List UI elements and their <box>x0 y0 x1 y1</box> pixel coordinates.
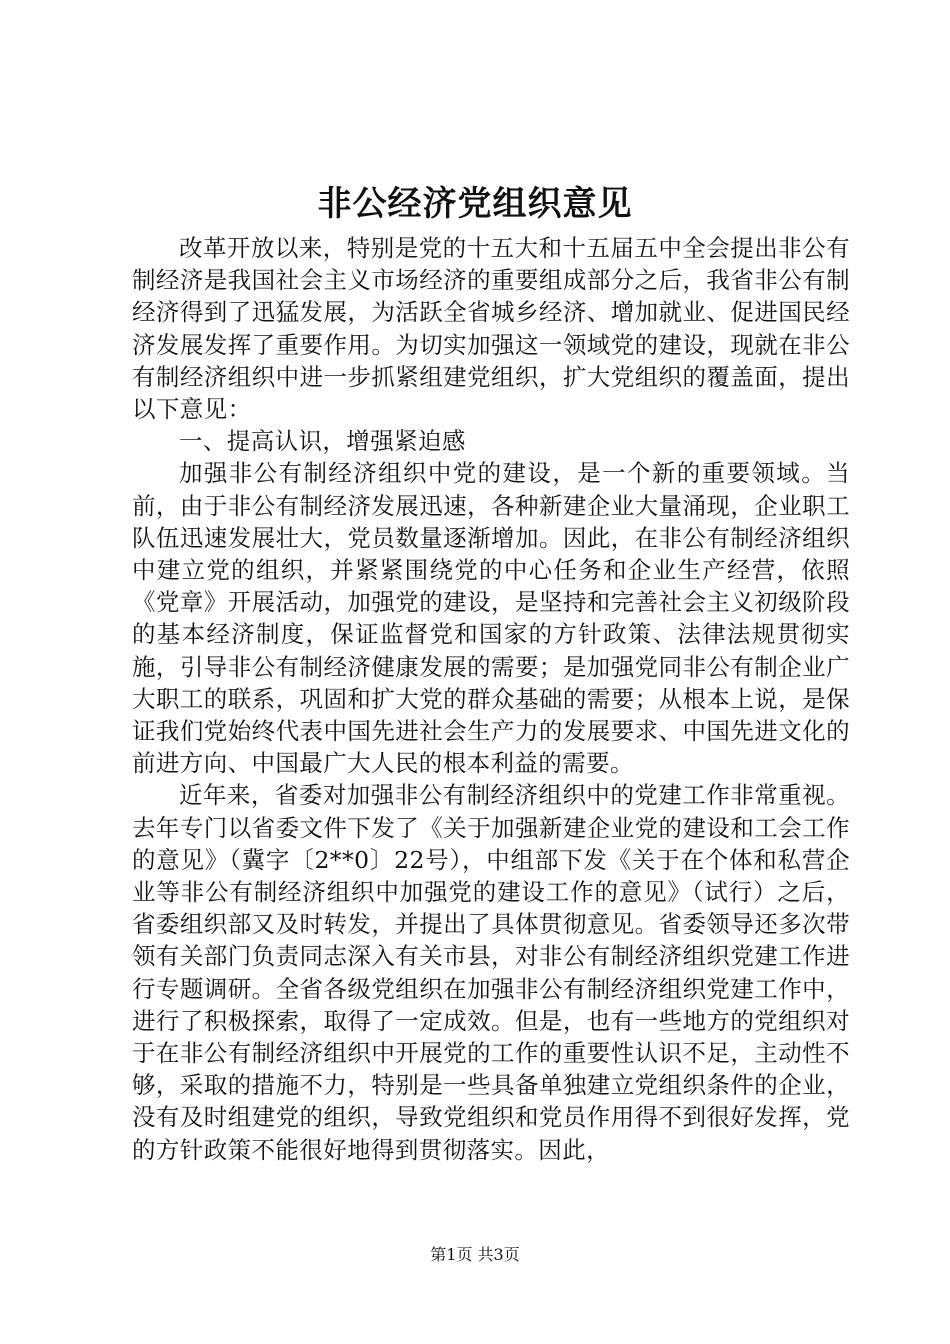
paragraph-importance: 加强非公有制经济组织中党的建设，是一个新的重要领域。当前，由于非公有制经济发展迅速，各种新建企业大量涌现，企业职工队伍迅速发展壮大，党员数量逐渐增加。因此，在非公有制经济组织中建立党的组织，并紧紧围绕党的中心任务和企业生产经营，依照《党章》开展活动，加强党的建设，是坚持和完善社会主义初级阶段的基本经济制度，保证监督党和国家的方针政策、法律法规贯彻实施，引导非公有制经济健康发展的需要；是加强党同非公有制企业广大职工的联系，巩固和扩大党的群众基础的需要；从根本上说，是保证我们党始终代表中国先进社会生产力的发展要求、中国先进文化的前进方向、中国最广大人民的根本利益的需要。 <box>132 459 850 778</box>
paragraph-intro: 改革开放以来，特别是党的十五大和十五届五中全会提出非公有制经济是我国社会主义市场经济的重要组成部分之后，我省非公有制经济得到了迅猛发展，为活跃全省城乡经济、增加就业、促进国民经济发展发挥了重要作用。为切实加强这一领域党的建设，现就在非公有制经济组织中进一步抓紧组建党组织，扩大党组织的覆盖面，提出以下意见： <box>132 234 850 424</box>
paragraph-recent-years: 近年来，省委对加强非公有制经济组织中的党建工作非常重视。去年专门以省委文件下发了《关于加强新建企业党的建设和工会工作的意见》（冀字〔2**0〕22号），中组部下发《关于在个体和私营企业等非公有制经济组织中加强党的建设工作的意见》（试行）之后，省委组织部又及时转发，并提出了具体贯彻意见。省委领导还多次带领有关部门负责同志深入有关市县，对非公有制经济组织党建工作进行专题调研。全省各级党组织在加强非公有制经济组织党建工作中，进行了积极探索，取得了一定成效。但是，也有一些地方的党组织对于在非公有制经济组织中开展党的工作的重要性认识不足，主动性不够，采取的措施不力，特别是一些具备单独建立党组织条件的企业，没有及时组建党的组织，导致党组织和党员作用得不到很好发挥，党的方针政策不能很好地得到贯彻落实。因此， <box>132 781 850 1164</box>
document-title: 非公经济党组织意见 <box>317 184 633 224</box>
section-heading-1: 一、提高认识，增强紧迫感 <box>179 427 466 456</box>
document-body <box>132 232 850 1166</box>
page-number-footer: 第1页 共3页 <box>430 1245 520 1264</box>
